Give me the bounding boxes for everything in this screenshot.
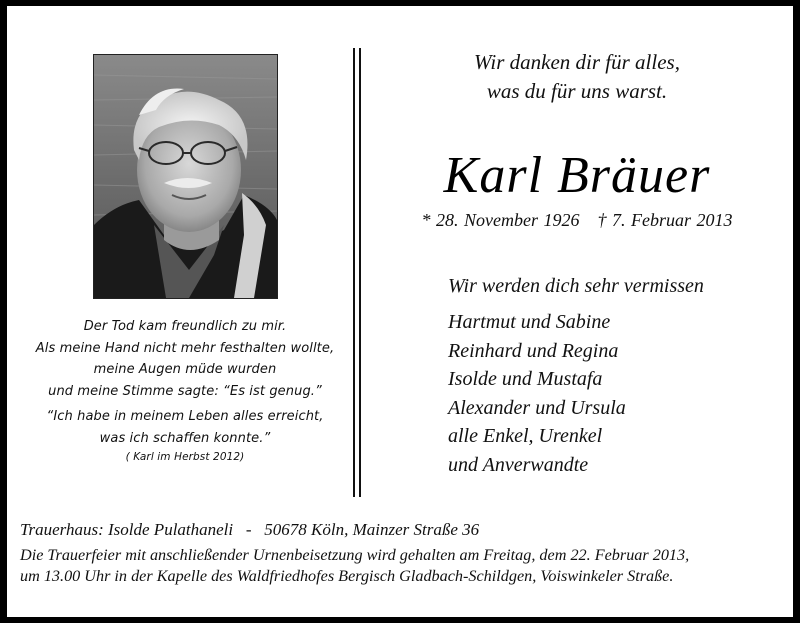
mourner-name: und Anverwandte [448,453,589,476]
poem-line: Als meine Hand nicht mehr festhalten wollte, [35,340,335,356]
mourners-list [448,308,626,479]
poem-line: und meine Stimme sagte: “Es ist genug.” [48,383,322,399]
mourner-name: alle Enkel, Urenkel [448,425,603,447]
birth-date: * 28. November 1926 [421,210,580,230]
death-date: † 7. Februar 2013 [597,210,733,230]
mourner-name: Hartmut und Sabine [448,311,611,333]
motto [367,48,787,106]
poem [15,316,355,464]
ceremony-line-1: Die Trauerfeier mit anschließender Urnenbeisetzung wird gehalten am Freitag, dem 22. Februar 2013, [20,546,690,564]
poem-line: was ich schaffen konnte.” [99,430,271,446]
portrait-image [94,55,277,298]
mourner-name: Reinhard und Regina [448,339,619,362]
motto-line-2: was du für uns warst. [486,79,668,103]
trauerhaus-address: Trauerhaus: Isolde Pulathaneli - 50678 Köln, Mainzer Straße 36 [20,520,480,539]
vertical-divider-right [359,48,361,497]
ceremony-info [20,545,790,587]
poem-line: “Ich habe in meinem Leben alles erreicht, [46,409,324,424]
life-dates [367,208,787,232]
vertical-divider-left [353,48,355,497]
mourner-name: Isolde und Mustafa [448,368,603,390]
ceremony-line-2: um 13.00 Uhr in der Kapelle des Waldfriedhofes Bergisch Gladbach-Schildgen, Voiswinkeler Straße. [20,567,674,585]
portrait-photo [94,55,277,298]
mourner-name: Alexander und Ursula [448,396,626,419]
poem-line: meine Augen müde wurden [93,362,277,377]
obituary-card [7,6,793,617]
mourners-intro: Wir werden dich sehr vermissen [448,275,704,297]
deceased-name: Karl Bräuer [443,147,711,204]
motto-line-1: Wir danken dir für alles, [474,50,680,74]
poem-line: Der Tod kam freundlich zu mir. [83,319,287,334]
poem-signature: ( Karl im Herbst 2012) [125,451,245,463]
